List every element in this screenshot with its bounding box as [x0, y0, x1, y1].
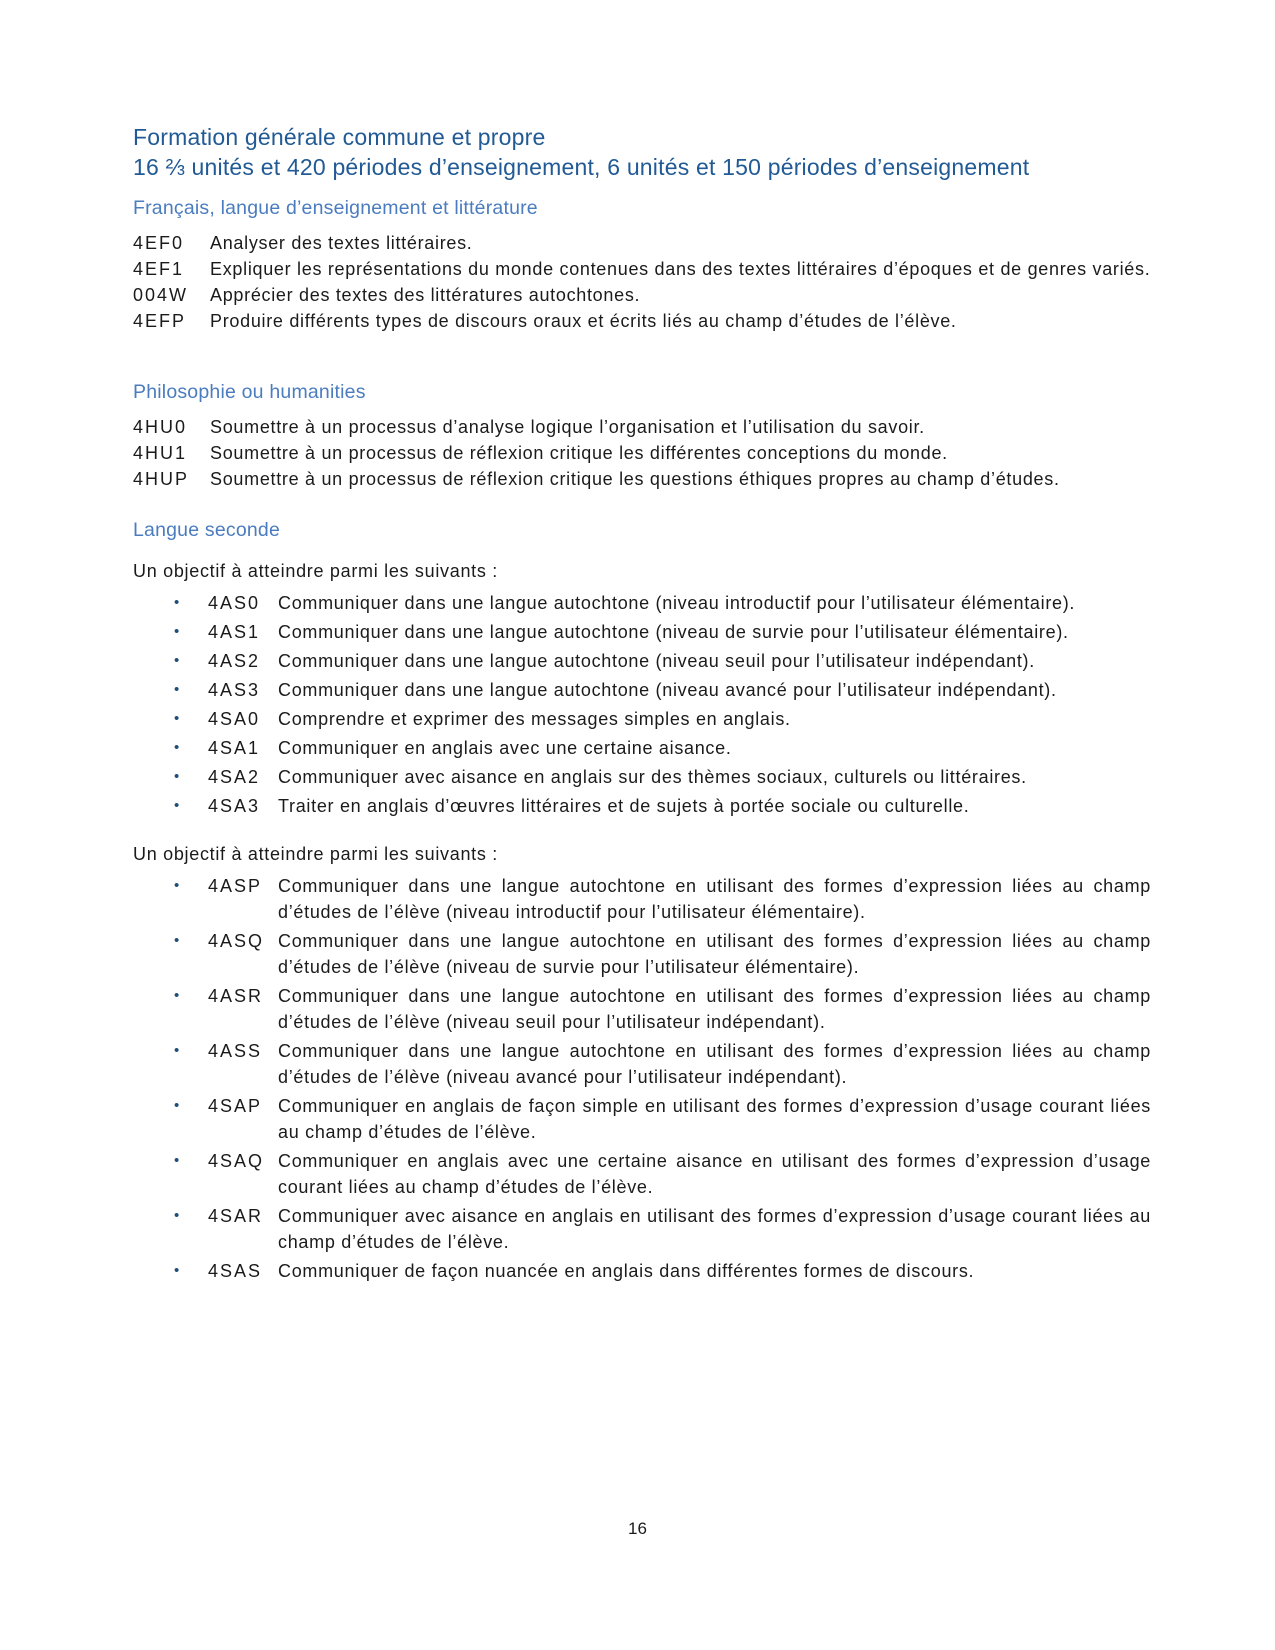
course-objective: Soumettre à un processus d’analyse logique l’organisation et l’utilisation du savoir. — [210, 417, 925, 437]
course-objective: Communiquer en anglais avec une certaine aisance en utilisant des formes d’expression d’usage courant liées au champ d’études de l’élève. — [278, 1151, 1151, 1197]
list-item — [133, 466, 1151, 492]
list-item — [133, 793, 1151, 819]
bullet-icon — [174, 1148, 208, 1200]
bullet-icon — [174, 764, 208, 790]
bullet-icon — [174, 590, 208, 616]
list-item — [133, 256, 1151, 282]
bullet-icon — [174, 648, 208, 674]
course-objective: Communiquer dans une langue autochtone en utilisant des formes d’expression liées au champ d’études de l’élève (niveau seuil pour l’utilisateur indépendant). — [278, 986, 1151, 1032]
course-code: 4HU1 — [133, 443, 188, 463]
list-item — [133, 648, 1151, 674]
course-objective: Communiquer de façon nuancée en anglais dans différentes formes de discours. — [278, 1261, 975, 1281]
list-item — [133, 590, 1151, 616]
course-code: 4AS2 — [208, 651, 261, 671]
course-code: 4AS0 — [208, 593, 261, 613]
list-item — [133, 928, 1151, 980]
page-number: 16 — [628, 1519, 647, 1538]
page-content — [133, 122, 1151, 1287]
course-code: 004W — [133, 285, 189, 305]
course-objective: Communiquer dans une langue autochtone (niveau introductif pour l’utilisateur élémentaire). — [278, 593, 1076, 613]
list-item — [133, 1203, 1151, 1255]
course-objective: Soumettre à un processus de réflexion critique les différentes conceptions du monde. — [210, 443, 948, 463]
course-code: 4EF1 — [133, 259, 185, 279]
course-code: 4HUP — [133, 469, 190, 489]
course-code: 4SA1 — [208, 738, 261, 758]
course-code: 4SA2 — [208, 767, 261, 787]
list-item — [133, 414, 1151, 440]
bullet-icon — [174, 983, 208, 1035]
bullet-icon — [174, 677, 208, 703]
list-item — [133, 1093, 1151, 1145]
course-code: 4SA0 — [208, 709, 261, 729]
course-objective: Communiquer en anglais de façon simple en utilisant des formes d’expression d’usage courant liées au champ d’études de l’élève. — [278, 1096, 1151, 1142]
list-item — [133, 282, 1151, 308]
course-objective: Communiquer dans une langue autochtone (niveau seuil pour l’utilisateur indépendant). — [278, 651, 1035, 671]
objective-intro-1: Un objectif à atteindre parmi les suivants : — [133, 561, 498, 581]
course-objective: Traiter en anglais d’œuvres littéraires et de sujets à portée sociale ou culturelle. — [278, 796, 970, 816]
list-item — [133, 983, 1151, 1035]
title-line-1: Formation générale commune et propre — [133, 124, 546, 150]
course-objective: Communiquer dans une langue autochtone en utilisant des formes d’expression liées au champ d’études de l’élève (niveau de survie pour l’utilisateur élémentaire). — [278, 931, 1151, 977]
course-code: 4ASP — [208, 876, 263, 896]
course-code: 4ASS — [208, 1041, 263, 1061]
list-item — [133, 1258, 1151, 1284]
course-code: 4SAQ — [208, 1151, 265, 1171]
course-objective: Communiquer dans une langue autochtone (niveau avancé pour l’utilisateur indépendant). — [278, 680, 1057, 700]
list-item — [133, 1148, 1151, 1200]
bullet-icon — [174, 1038, 208, 1090]
list-item — [133, 308, 1151, 334]
bullet-icon — [174, 928, 208, 980]
title-line-2: 16 ⅔ unités et 420 périodes d’enseignement, 6 unités et 150 périodes d’enseignement — [133, 154, 1030, 180]
list-item — [133, 230, 1151, 256]
bullet-icon — [174, 1093, 208, 1145]
bullet-icon — [174, 735, 208, 761]
bullet-icon — [174, 706, 208, 732]
course-objective: Analyser des textes littéraires. — [210, 233, 473, 253]
codelist-philosophie — [133, 414, 1151, 492]
list-item — [133, 619, 1151, 645]
course-code: 4AS3 — [208, 680, 261, 700]
bullet-icon — [174, 793, 208, 819]
list-item — [133, 677, 1151, 703]
section-heading-langue-seconde: Langue seconde — [133, 519, 281, 541]
course-code: 4EFP — [133, 311, 187, 331]
list-item — [133, 873, 1151, 925]
bullet-list-2 — [133, 873, 1151, 1284]
course-code: 4HU0 — [133, 417, 188, 437]
course-objective: Communiquer en anglais avec une certaine aisance. — [278, 738, 732, 758]
course-objective: Expliquer les représentations du monde contenues dans des textes littéraires d’époques et de genres variés. — [210, 259, 1151, 279]
bullet-list-1 — [133, 590, 1151, 819]
list-item — [133, 735, 1151, 761]
list-item — [133, 1038, 1151, 1090]
course-objective: Produire différents types de discours oraux et écrits liés au champ d’études de l’élève. — [210, 311, 957, 331]
course-objective: Comprendre et exprimer des messages simples en anglais. — [278, 709, 791, 729]
course-code: 4ASR — [208, 986, 264, 1006]
codelist-francais — [133, 230, 1151, 334]
course-objective: Communiquer dans une langue autochtone (niveau de survie pour l’utilisateur élémentaire). — [278, 622, 1069, 642]
course-code: 4SAP — [208, 1096, 263, 1116]
list-item — [133, 764, 1151, 790]
course-code: 4SA3 — [208, 796, 261, 816]
section-heading-francais: Français, langue d’enseignement et littérature — [133, 197, 538, 219]
course-objective: Communiquer dans une langue autochtone en utilisant des formes d’expression liées au champ d’études de l’élève (niveau avancé pour l’utilisateur indépendant). — [278, 1041, 1151, 1087]
course-code: 4EF0 — [133, 233, 185, 253]
course-objective: Soumettre à un processus de réflexion critique les questions éthiques propres au champ d’études. — [210, 469, 1060, 489]
bullet-icon — [174, 1258, 208, 1284]
course-code: 4ASQ — [208, 931, 265, 951]
course-objective: Apprécier des textes des littératures autochtones. — [210, 285, 641, 305]
course-objective: Communiquer avec aisance en anglais sur des thèmes sociaux, culturels ou littéraires. — [278, 767, 1027, 787]
course-code: 4SAS — [208, 1261, 263, 1281]
course-code: 4AS1 — [208, 622, 261, 642]
bullet-icon — [174, 619, 208, 645]
bullet-icon — [174, 1203, 208, 1255]
course-objective: Communiquer dans une langue autochtone en utilisant des formes d’expression liées au champ d’études de l’élève (niveau introductif pour l’utilisateur élémentaire). — [278, 876, 1151, 922]
list-item — [133, 706, 1151, 732]
course-code: 4SAR — [208, 1206, 264, 1226]
section-heading-philosophie: Philosophie ou humanities — [133, 381, 366, 403]
bullet-icon — [174, 873, 208, 925]
list-item — [133, 440, 1151, 466]
course-objective: Communiquer avec aisance en anglais en utilisant des formes d’expression d’usage courant liées au champ d’études de l’élève. — [278, 1206, 1151, 1252]
page-title — [133, 122, 1151, 182]
objective-intro-2: Un objectif à atteindre parmi les suivants : — [133, 844, 498, 864]
